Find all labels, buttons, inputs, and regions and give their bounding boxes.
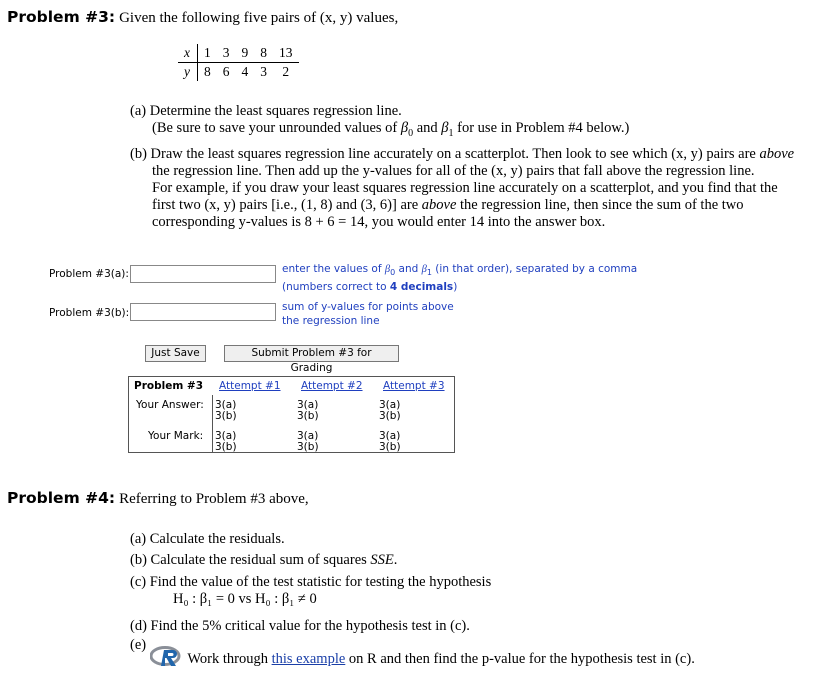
answer-3a-help: enter the values of $\beta_0$ and $\beta_1$ (in that order), separated by a comma (numbers correct to 4 decimals) xyxy=(282,263,638,294)
x-value: 3 xyxy=(217,44,236,63)
problem-4a: (a) Calculate the residuals. xyxy=(130,531,285,547)
problem-3-title: Problem #3: xyxy=(7,8,116,26)
hypothesis: H₀ : β₁ = 0 vs H₀ : β₁ ≠ 0 xyxy=(173,591,317,607)
problem-4e-label: (e) xyxy=(130,637,147,653)
attempt-3-answer: 3(a) 3(b) xyxy=(379,399,401,422)
answer-3a-label: Problem #3(a): xyxy=(49,268,129,280)
submit-problem-3-button[interactable]: Submit Problem #3 for Grading xyxy=(224,345,399,362)
r-logo-icon xyxy=(150,646,184,668)
y-value: 4 xyxy=(241,64,249,79)
grid-divider xyxy=(212,395,213,452)
attempts-header: Problem #3 xyxy=(134,380,204,392)
answer-3b-help: sum of y-values for points above the regression line xyxy=(282,301,454,327)
attempt-2-link[interactable]: Attempt #2 xyxy=(301,380,363,392)
problem-3-intro: Given the following five pairs of (x, y) values, xyxy=(119,10,399,26)
problem-3a-text xyxy=(130,103,820,142)
y-value: 8 xyxy=(204,64,211,79)
problem-4d: (d) Find the 5% critical value for the hypothesis test in (c). xyxy=(130,618,470,634)
answer-3b-label: Problem #3(b): xyxy=(49,307,130,319)
attempt-1-link[interactable]: Attempt #1 xyxy=(219,380,281,392)
attempt-3-link[interactable]: Attempt #3 xyxy=(383,380,445,392)
x-label: x xyxy=(178,44,198,63)
your-mark-label: Your Mark: xyxy=(148,430,204,442)
attempt-3-mark: 3(a) 3(b) xyxy=(379,430,401,453)
x-value: 1 xyxy=(198,44,217,63)
table-row-x xyxy=(178,44,299,63)
problem-3b-text: (b) Draw the least squares regression line accurately on a scatterplot. Then look to see which (x, y) pairs are above the regression line. Then add up the y-values for all of the (x, y) pairs that fall above the regression line. For example, if you draw your least squares regression line accurately on a scatterplot, and you find that the first two (x, y) pairs [i.e., (1, 8) and (3, 6)] are above the regression line, then since the sum of the two corresponding y-values is 8 + 6 = 14, you would enter 14 into the answer box. xyxy=(130,146,795,230)
part-b-label: (b) xyxy=(130,146,147,162)
problem-3-heading xyxy=(7,8,398,27)
part-a-question: Determine the least squares regression line. xyxy=(149,103,402,119)
part-a-note: (Be sure to save your unrounded values of $\beta_0$ and $\beta_1$ for use in Problem #4 below.) xyxy=(152,120,630,139)
attempt-1-mark: 3(a) 3(b) xyxy=(215,430,237,453)
problem-4-heading xyxy=(7,489,309,508)
problem-4-title: Problem #4: xyxy=(7,489,116,507)
your-answer-label: Your Answer: xyxy=(136,399,204,411)
xy-data-table xyxy=(178,44,299,81)
x-value: 13 xyxy=(273,44,299,63)
just-save-button[interactable]: Just Save xyxy=(145,345,206,362)
answer-3b-input[interactable] xyxy=(130,303,276,321)
x-value: 9 xyxy=(236,44,255,63)
y-value: 2 xyxy=(282,64,290,79)
problem-4b: (b) Calculate the residual sum of squares SSE. xyxy=(130,552,398,568)
answer-3a-input[interactable] xyxy=(130,265,276,283)
y-value: 6 xyxy=(222,64,230,79)
attempt-2-answer: 3(a) 3(b) xyxy=(297,399,319,422)
x-value: 8 xyxy=(254,44,273,63)
problem-4c: (c) Find the value of the test statistic for testing the hypothesis xyxy=(130,574,492,590)
y-label: y xyxy=(178,63,198,82)
part-a-label: (a) xyxy=(130,103,147,119)
problem-4-intro: Referring to Problem #3 above, xyxy=(119,491,309,507)
problem-4e: Work through this example on R and then find the p-value for the hypothesis test in (c). xyxy=(150,646,695,668)
attempt-1-answer: 3(a) 3(b) xyxy=(215,399,237,422)
this-example-link[interactable]: this example xyxy=(271,651,346,667)
y-value: 3 xyxy=(260,64,267,79)
table-row-y xyxy=(178,63,299,82)
attempt-2-mark: 3(a) 3(b) xyxy=(297,430,319,453)
